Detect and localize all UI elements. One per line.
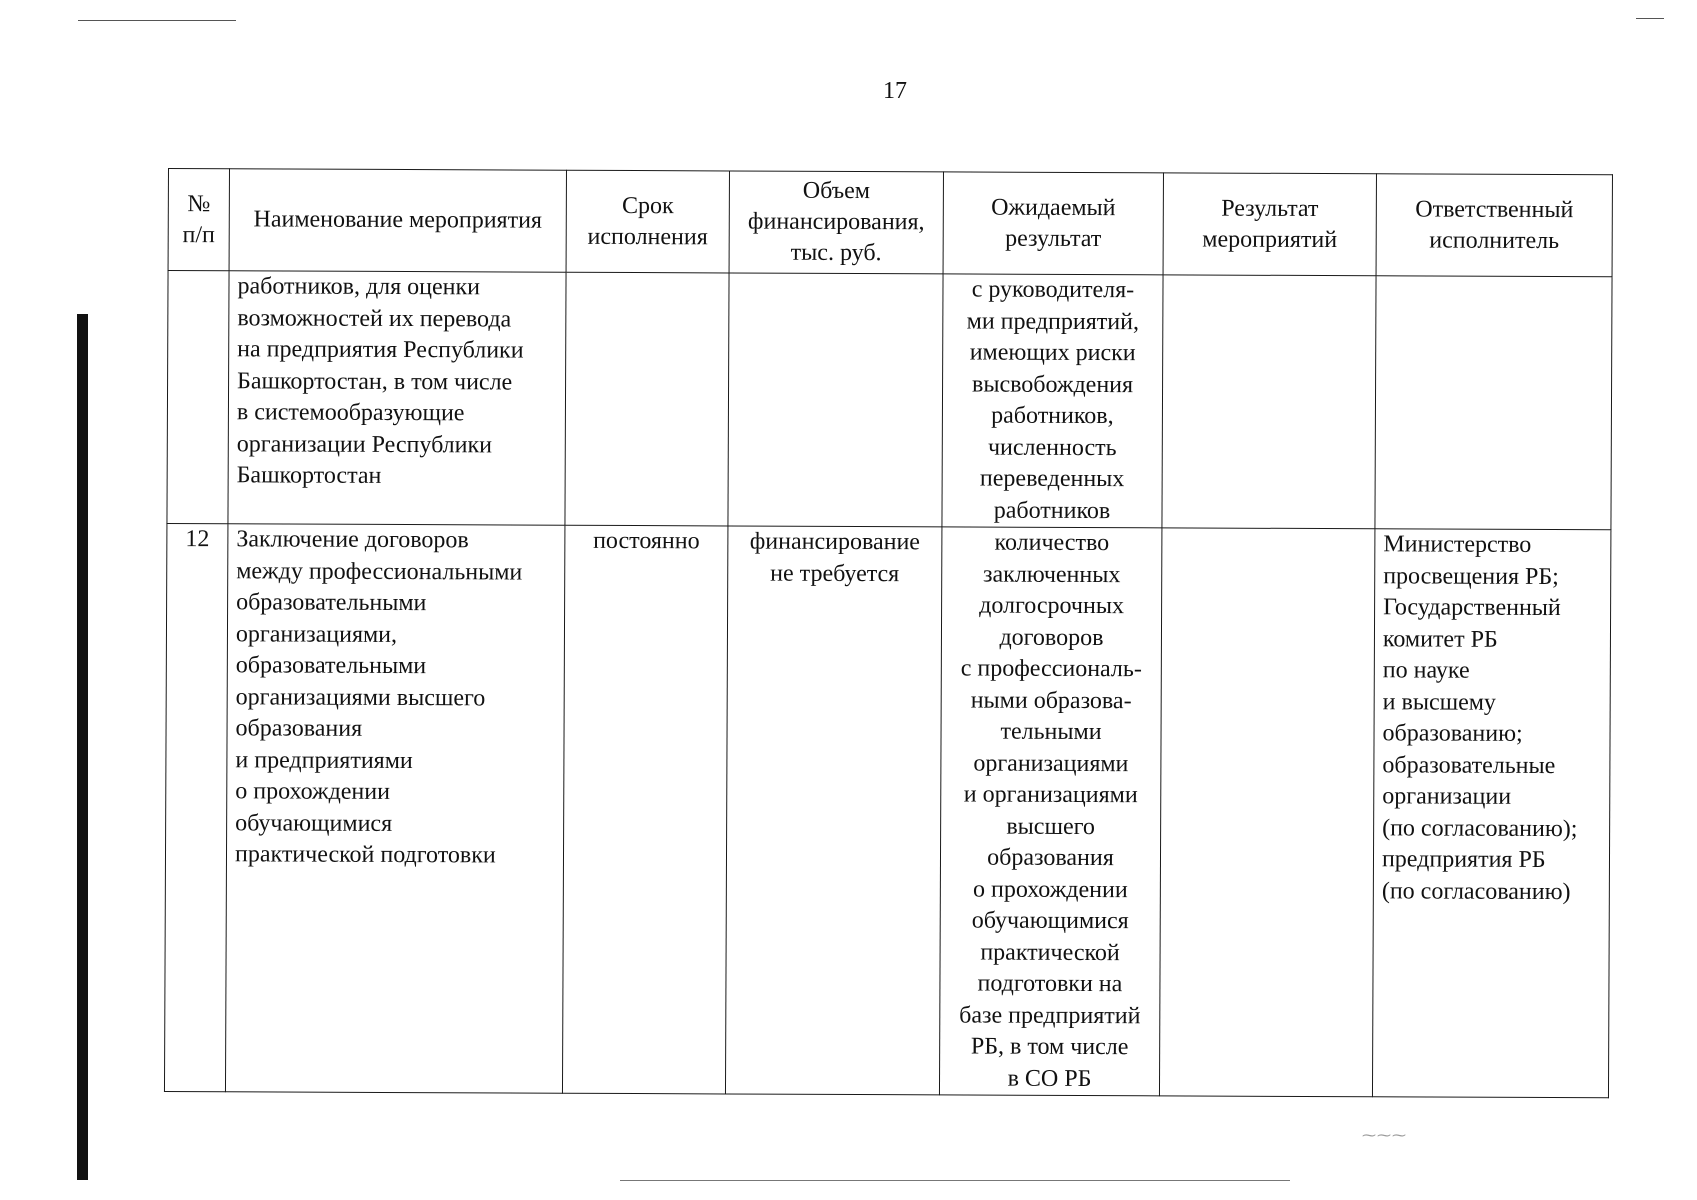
cell-line: практической подготовки — [234, 841, 496, 869]
cell-responsible — [1375, 276, 1612, 530]
cell-line: организациями высшего — [235, 683, 486, 711]
header-name: Наименование мероприятия — [229, 169, 566, 272]
cell-line: количество — [994, 529, 1110, 557]
cell-line: возможностей их перевода — [237, 304, 512, 332]
cell-line: практической — [980, 939, 1120, 966]
header-responsible: Ответственный исполнитель — [1376, 174, 1612, 277]
cell-term — [565, 272, 729, 526]
cell-line: и предприятиями — [235, 746, 413, 774]
cell-line: заключенных — [983, 561, 1121, 588]
cell-line: Заключение договоров — [236, 526, 469, 554]
cell-line: и организациями — [963, 781, 1138, 809]
cell-line: обучающимися — [235, 809, 393, 837]
cell-line: высшего — [1006, 813, 1095, 840]
cell-funding — [728, 273, 943, 527]
cell-line: договоров — [999, 624, 1104, 651]
cell-line: работников — [993, 497, 1111, 524]
cell-line: с руководителя- — [971, 276, 1135, 304]
cell-line: в СО РБ — [1007, 1065, 1092, 1092]
cell-line: организации Республики — [236, 430, 493, 458]
cell-line: образовательные — [1382, 751, 1556, 779]
cell-line: ными образова- — [970, 687, 1132, 714]
scan-edge-line — [78, 20, 236, 21]
cell-line: обучающимися — [971, 907, 1129, 935]
cell-line: по науке — [1382, 657, 1470, 684]
cell-num: 12 — [164, 523, 227, 1091]
table-header-row — [168, 169, 1612, 277]
cell-line: Министерство — [1383, 531, 1532, 558]
header-result: Результат мероприятий — [1163, 173, 1376, 276]
cell-line: с профессиональ- — [960, 655, 1142, 683]
cell-line: образовательными — [236, 589, 427, 617]
header-funding: Объем финансирования, тыс. руб. — [729, 171, 943, 274]
cell-line: организациями, — [235, 620, 398, 648]
action-plan-table — [164, 168, 1613, 1098]
cell-line: о прохождении — [235, 778, 391, 805]
cell-line: подготовки на — [977, 970, 1123, 998]
cell-line: предприятия РБ — [1381, 846, 1546, 874]
cell-num — [167, 271, 229, 524]
cell-line: комитет РБ — [1382, 625, 1498, 653]
cell-line: работников, — [991, 402, 1114, 430]
cell-result — [1159, 528, 1374, 1097]
cell-line: работников, для оценки — [237, 273, 481, 301]
cell-line: (по согласованию); — [1382, 814, 1578, 842]
cell-line: просвещения РБ; — [1383, 562, 1559, 590]
cell-line: образования — [235, 715, 363, 742]
cell-line: образовательными — [235, 652, 427, 680]
header-expected: Ожидаемый результат — [943, 172, 1163, 275]
cell-line: Башкортостан — [236, 462, 382, 489]
cell-line: между профессиональными — [236, 557, 523, 586]
cell-line: Башкортостан, в том числе — [237, 367, 513, 396]
cell-line: долгосрочных — [979, 592, 1125, 620]
page-number: 17 — [883, 78, 907, 104]
cell-line: переведенных — [979, 465, 1125, 493]
cell-line: ми предприятий, — [966, 307, 1140, 335]
cell-line: численность — [987, 434, 1117, 461]
table-row — [164, 523, 1610, 1097]
cell-line: РБ, в том числе — [970, 1033, 1129, 1061]
cell-line: Государственный — [1383, 594, 1561, 622]
cell-line: образования — [987, 844, 1114, 872]
scan-stamp-mark: ⁓⁓⁓ — [1362, 1129, 1407, 1144]
cell-line: не требуется — [770, 560, 900, 587]
cell-line: образованию; — [1382, 720, 1523, 747]
cell-name — [225, 524, 564, 1093]
cell-line: о прохождении — [972, 876, 1128, 903]
cell-line: имеющих риски — [969, 339, 1136, 367]
cell-name — [228, 271, 566, 525]
cell-line: в системообразующие — [236, 399, 465, 427]
table-row — [167, 271, 1612, 530]
cell-funding — [725, 526, 941, 1095]
cell-line: базе предприятий — [959, 1001, 1141, 1029]
cell-line: организациями — [973, 750, 1129, 777]
scan-edge-line — [620, 1180, 1290, 1181]
header-term: Срок исполнения — [566, 170, 729, 273]
cell-result — [1162, 275, 1376, 529]
cell-expected — [939, 527, 1161, 1096]
cell-line: и высшему — [1382, 688, 1497, 716]
cell-line: тельными — [1000, 718, 1102, 746]
cell-line: организации — [1382, 783, 1512, 810]
header-num: № п/п — [168, 169, 229, 271]
cell-line: на предприятия Республики — [237, 336, 524, 364]
scan-edge-line — [1636, 18, 1664, 19]
cell-line: высвобождения — [971, 371, 1134, 398]
cell-term: постоянно — [562, 525, 727, 1094]
scan-margin-bar — [77, 314, 88, 1180]
cell-line: (по согласованию) — [1381, 877, 1571, 905]
cell-expected — [942, 274, 1163, 528]
cell-line: финансирование — [749, 528, 921, 556]
cell-responsible — [1372, 529, 1610, 1098]
